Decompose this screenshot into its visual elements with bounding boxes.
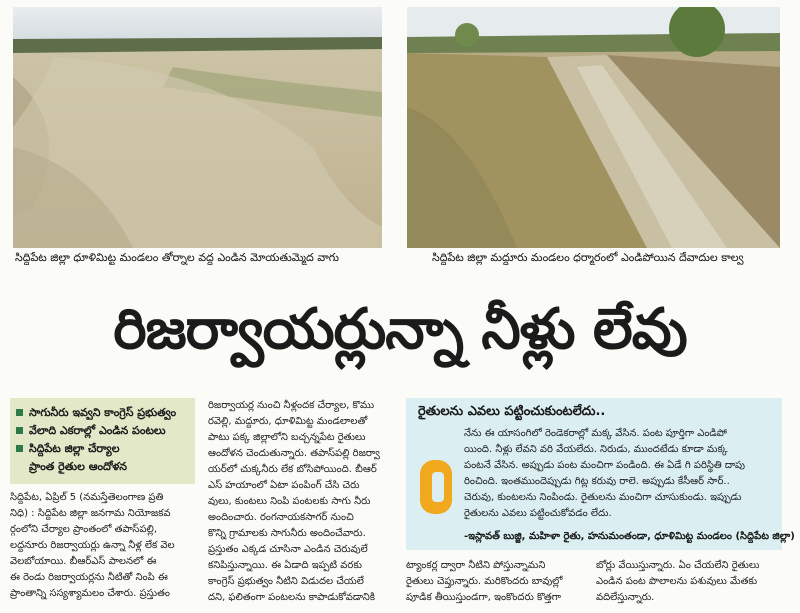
article-column-middle xyxy=(208,398,398,610)
bullet-icon xyxy=(16,427,23,434)
article-line: యర్‌లో చుక్కనీరు లేక బోసిపోయింది. బీఆర్ xyxy=(208,464,377,475)
article-line: వులు, కుంటలు నింపి పంటలకు సాగు నీరు xyxy=(208,496,371,507)
bullet-icon xyxy=(16,445,23,452)
quote-line: రైతులను ఎవలు పట్టించుకోవడం లేదు. xyxy=(464,508,612,519)
article-line: ప్రాంతాన్ని సస్యశ్యామలం చేశారు. ప్రస్తుతం xyxy=(10,588,170,599)
quote-credit: -ఇస్లావత్ బుజ్జి, మహిళా రైతు, హనుమంతండా, ధూళిమిట్ట మండలం (సిద్దిపేట జిల్లా) xyxy=(464,531,795,542)
highlight-text: సిద్దిపేట జిల్లా చేర్యాల xyxy=(29,442,120,455)
highlight-item xyxy=(16,404,189,422)
article-line: ఎస్ హయాంలో ఏటా పంపింగ్ చేసి చెరు xyxy=(208,480,360,491)
article-line: లద్దనూరు రిజర్వాయర్లు ఉన్నా నీళ్ల లేక వెల xyxy=(10,540,175,551)
article-line: రైతులు చెప్తున్నారు. మరికొందరు బావుల్లో xyxy=(406,576,563,587)
quote-line: యింది. నీళ్లు లేవని వరి వేయలేదు. నిరుడు, ముందటేడు కూడా మక్క xyxy=(464,444,728,455)
highlight-text: వేలాది ఎకరాల్లో ఎండిన పంటలు xyxy=(29,424,166,437)
highlight-item xyxy=(16,440,189,458)
farmer-quote-box xyxy=(406,398,795,550)
article-line: రిజర్వాయర్ల నుంచి నీళ్లందక చేర్యాల, కొము xyxy=(208,400,375,411)
highlight-text-continued: ప్రాంత రైతుల ఆందోళన xyxy=(29,460,128,473)
highlights-box xyxy=(10,398,195,484)
article-column-bottom-2 xyxy=(596,558,786,610)
article-line: అందించారు. రంగనాయకసాగర్ నుంచి xyxy=(208,512,354,523)
quote-mark-icon xyxy=(418,450,454,516)
quote-line: పంటనే వేసిన. అప్పుడు పంట మంచిగా పండింది. ఈ ఏడే గి పరిస్థితి దాపు xyxy=(464,460,745,471)
article-line: వెలబోయాయి. బీఆర్‌ఎస్ పాలనలో ఈ xyxy=(10,556,157,567)
article-line: ట్యాంకర్ల ద్వారా నీటిని పోస్తున్నామని xyxy=(406,560,546,571)
photo-caption-right: సిద్దిపేట జిల్లా మద్దూరు మండలం ధర్మారంలో ఎండిపోయిన దేవాదుల కాల్వ xyxy=(432,251,744,264)
quote-box-title: రైతులను ఎవలు పట్టించుకుంటలేదు.. xyxy=(418,404,606,419)
article-line: రవెల్లి, మద్దూరు, ధూళిమిట్ట మండలాలతో xyxy=(208,416,368,427)
headline: రిజర్వాయర్లున్నా నీళ్లు లేవు xyxy=(113,297,687,362)
article-line: కనిపిస్తున్నాయి. ఈ ఏడాది ఇప్పటి వరకు xyxy=(208,560,363,571)
quote-body xyxy=(464,426,774,522)
article-column-left xyxy=(10,490,200,610)
article-line: బోర్లు వేయిస్తున్నారు. ఏం చేయలేని రైతులు xyxy=(596,560,760,571)
bullet-icon xyxy=(16,409,23,416)
article-line: సిద్దిపేట, ఏప్రిల్ 5 (నమస్తేతెలంగాణ ప్రతి xyxy=(10,492,164,503)
photo-dry-canal xyxy=(407,7,780,248)
article-line: ప్రస్తుతం ఎక్కడ చూసినా ఎండిన చెరువులే xyxy=(208,544,368,555)
article-line: ఎండిన పంట పొలాలను పశువులు మేతకు xyxy=(596,576,758,587)
article-line: ర్గంలోని చేర్యాల ప్రాంతంలో తపాస్‌పల్లి, xyxy=(10,524,158,535)
photo-caption-left: సిద్దిపేట జిల్లా ధూళిమిట్ట మండలం తోర్నాల వద్ద ఎండిన మోయతుమ్మెద వాగు xyxy=(15,251,339,264)
photo-dry-stream xyxy=(13,7,382,248)
highlight-text: సాగునీరు ఇవ్వని కాంగ్రెస్ ప్రభుత్వం xyxy=(29,406,177,419)
quote-line: చెరువు, కుంటలను నింపిండు. రైతులను మంచిగా చూసుకుండు. ఇప్పుడు xyxy=(464,492,742,503)
article-line: పూడిక తీయిస్తుండగా, ఇంకొందరు కొత్తగా xyxy=(406,592,561,603)
article-line: నిధి) : సిద్దిపేట జిల్లా జనగామ నియోజకవ xyxy=(10,508,171,519)
quote-line: రించింది. ఇంతముందెప్పుడు గిట్ల కరువు రాలె. అప్పుడు కేసీఆర్ సార్.. xyxy=(464,476,730,487)
article-line: ఈ రెండు రిజర్వాయర్లను నీటితో నింపి ఈ xyxy=(10,572,168,583)
article-line: కొన్ని గ్రామాలకు సాగునీరు అందించేవారు. xyxy=(208,528,366,539)
highlight-item xyxy=(16,422,189,440)
article-line: వదిలేస్తున్నారు. xyxy=(596,592,655,603)
quote-line: నేను ఈ యాసంగిలో రెండెకరాల్లో మక్క వేసిన. పంట పూర్తిగా ఎండిపో xyxy=(464,428,727,439)
article-column-bottom-1 xyxy=(406,558,586,610)
article-line: దని, ఫలితంగా పంటలను కాపాడుకోవడానికి xyxy=(208,592,376,603)
article-line: ఆందోళన చెందుతున్నారు. తపాస్‌పల్లి రిజర్వా xyxy=(208,448,380,459)
article-line: పాటు పక్క జిల్లాలోని బచ్చన్నపేట రైతులు xyxy=(208,432,366,443)
article-line: కాంగ్రెస్ ప్రభుత్వం నీటిని విడుదల చేయలే xyxy=(208,576,364,587)
